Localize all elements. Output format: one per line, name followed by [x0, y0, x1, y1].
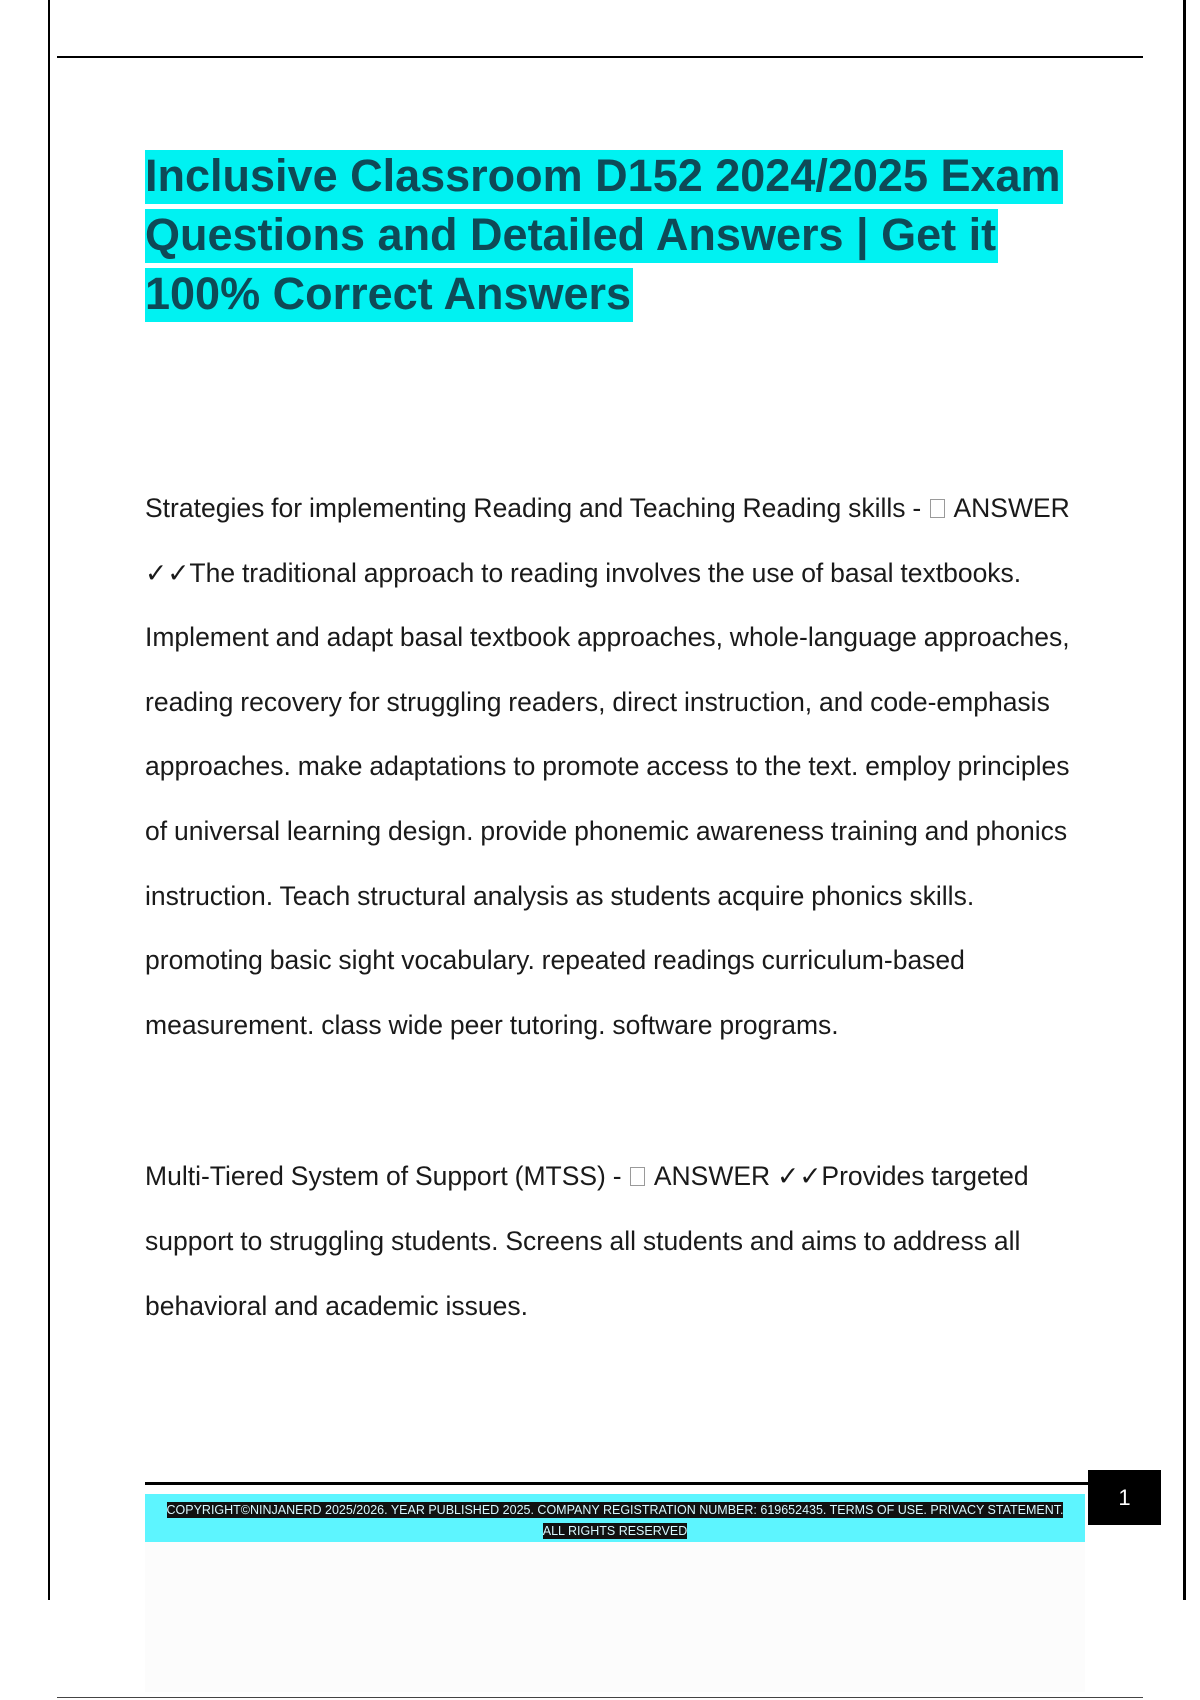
- question-text: Multi-Tiered System of Support (MTSS) -: [145, 1161, 629, 1191]
- checkbox-glyph-icon: [630, 1167, 645, 1186]
- question-text: Strategies for implementing Reading and Teaching Reading skills -: [145, 493, 929, 523]
- answer-label: ANSWER ✓✓: [648, 1161, 822, 1191]
- qa-item: [145, 476, 1085, 1057]
- document-title: [145, 146, 1105, 323]
- footer-copyright: [165, 1500, 1065, 1542]
- answer-label: ANSWER ✓✓: [145, 493, 1070, 588]
- page-bottom-rule: [57, 1697, 1143, 1698]
- document-title-text: Inclusive Classroom D152 2024/2025 Exam Questions and Detailed Answers | Get it 100% Correct Answers: [145, 150, 1063, 322]
- header-rule: [57, 56, 1143, 58]
- checkbox-glyph-icon: [930, 499, 945, 518]
- footer-rule: [145, 1482, 1090, 1485]
- page-right-border: [1183, 0, 1186, 1600]
- blank-panel: [145, 1542, 1085, 1692]
- page-left-border: [48, 0, 50, 1600]
- footer-copyright-text: COPYRIGHT©NINJANERD 2025/2026. YEAR PUBLISHED 2025. COMPANY REGISTRATION NUMBER: 619652435. TERMS OF USE. PRIVACY STATEMENT. ALL RIGHTS RESERVED: [166, 1503, 1064, 1538]
- answer-text: Provides targeted support to struggling students. Screens all students and aims to address all behavioral and academic issues.: [145, 1161, 1029, 1321]
- answer-text: The traditional approach to reading involves the use of basal textbooks. Implement and adapt basal textbook approaches, whole-language approaches, reading recovery for struggling readers, direct instruction, and code-emphasis approaches. make adaptations to promote access to the text. employ principles of universal learning design. provide phonemic awareness training and phonics instruction. Teach structural analysis as students acquire phonics skills. promoting basic sight vocabulary. repeated readings curriculum-based measurement. class wide peer tutoring. software programs.: [145, 557, 1070, 1040]
- qa-item: [145, 1144, 1085, 1339]
- page-number: 1: [1088, 1470, 1161, 1525]
